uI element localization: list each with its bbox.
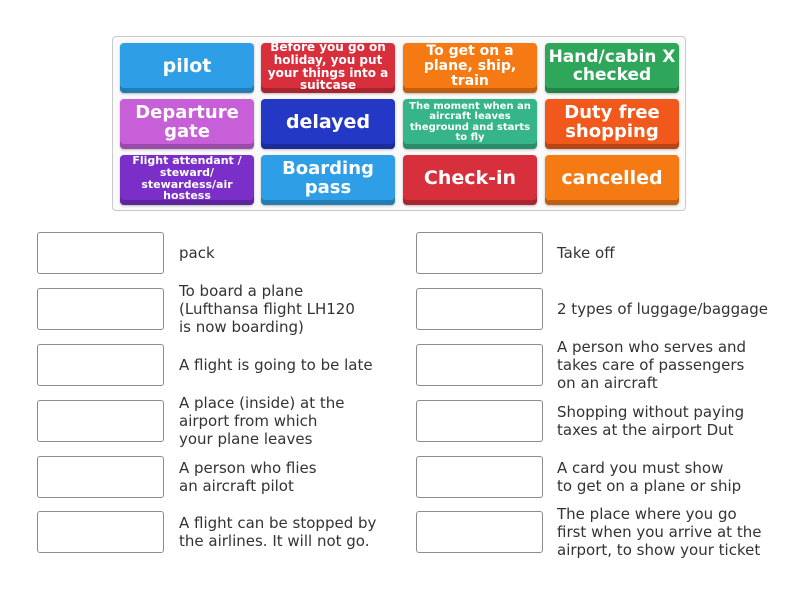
clue-text: Shopping without paying taxes at the airport Dut bbox=[557, 403, 745, 439]
drop-target-box[interactable] bbox=[37, 288, 164, 330]
answer-tile[interactable] bbox=[120, 99, 254, 149]
drop-target-box[interactable] bbox=[416, 344, 543, 386]
drop-target-box[interactable] bbox=[416, 456, 543, 498]
answer-tile-label: Departure gate bbox=[135, 101, 239, 142]
answer-tile[interactable] bbox=[261, 155, 395, 205]
answer-tile-label: The moment when an aircraft leaves theground and starts to fly bbox=[409, 100, 531, 143]
answer-tile[interactable] bbox=[403, 99, 537, 149]
clue-text: A flight can be stopped by the airlines. It will not go. bbox=[179, 514, 377, 550]
answer-tile-label: Flight attendant / steward/ stewardess/air hostess bbox=[132, 154, 242, 203]
clue-text: pack bbox=[179, 244, 215, 262]
drop-target-box[interactable] bbox=[37, 400, 164, 442]
answer-tile[interactable] bbox=[120, 155, 254, 205]
clue-text: A card you must show to get on a plane or ship bbox=[557, 459, 742, 495]
clue-text: 2 types of luggage/baggage bbox=[557, 300, 769, 318]
answer-tile-label: Duty free shopping bbox=[564, 101, 660, 142]
answer-tile-label: Boarding pass bbox=[282, 157, 374, 198]
clue-text: A place (inside) at the airport from which your plane leaves bbox=[179, 394, 345, 448]
answer-tile[interactable] bbox=[403, 155, 537, 205]
drop-target-box[interactable] bbox=[416, 232, 543, 274]
clue-text: A person who serves and takes care of passengers on an aircraft bbox=[557, 338, 747, 392]
drop-target-box[interactable] bbox=[416, 288, 543, 330]
answer-tile[interactable] bbox=[261, 99, 395, 149]
drop-target-box[interactable] bbox=[416, 511, 543, 553]
answer-tile[interactable] bbox=[545, 43, 679, 93]
answer-tile[interactable] bbox=[545, 155, 679, 205]
drop-target-box[interactable] bbox=[37, 511, 164, 553]
clue-text: The place where you go first when you arrive at the airport, to show your ticket bbox=[557, 505, 762, 559]
clue-text: A person who flies an aircraft pilot bbox=[179, 459, 317, 495]
answer-tile-label: To get on a plane, ship, train bbox=[423, 43, 517, 89]
answer-tile-label: pilot bbox=[162, 54, 212, 77]
clue-text: Take off bbox=[557, 244, 615, 262]
drop-target-box[interactable] bbox=[37, 456, 164, 498]
clue-text: A flight is going to be late bbox=[179, 356, 373, 374]
answer-tile-label: delayed bbox=[285, 110, 371, 133]
answer-tile-label: cancelled bbox=[561, 166, 663, 189]
answer-tile[interactable] bbox=[403, 43, 537, 93]
drop-target-box[interactable] bbox=[416, 400, 543, 442]
clue-text: To board a plane (Lufthansa flight LH120 is now boarding) bbox=[179, 282, 355, 336]
answer-tile-label: Before you go on holiday, you put your things into a suitcase bbox=[267, 40, 389, 93]
answer-tile[interactable] bbox=[120, 43, 254, 93]
answer-tile-label: Hand/cabin X checked bbox=[548, 46, 676, 85]
answer-tile[interactable] bbox=[545, 99, 679, 149]
answer-tile[interactable] bbox=[261, 40, 395, 93]
drop-target-box[interactable] bbox=[37, 344, 164, 386]
answer-tile-label: Check-in bbox=[423, 166, 517, 189]
drop-target-box[interactable] bbox=[37, 232, 164, 274]
